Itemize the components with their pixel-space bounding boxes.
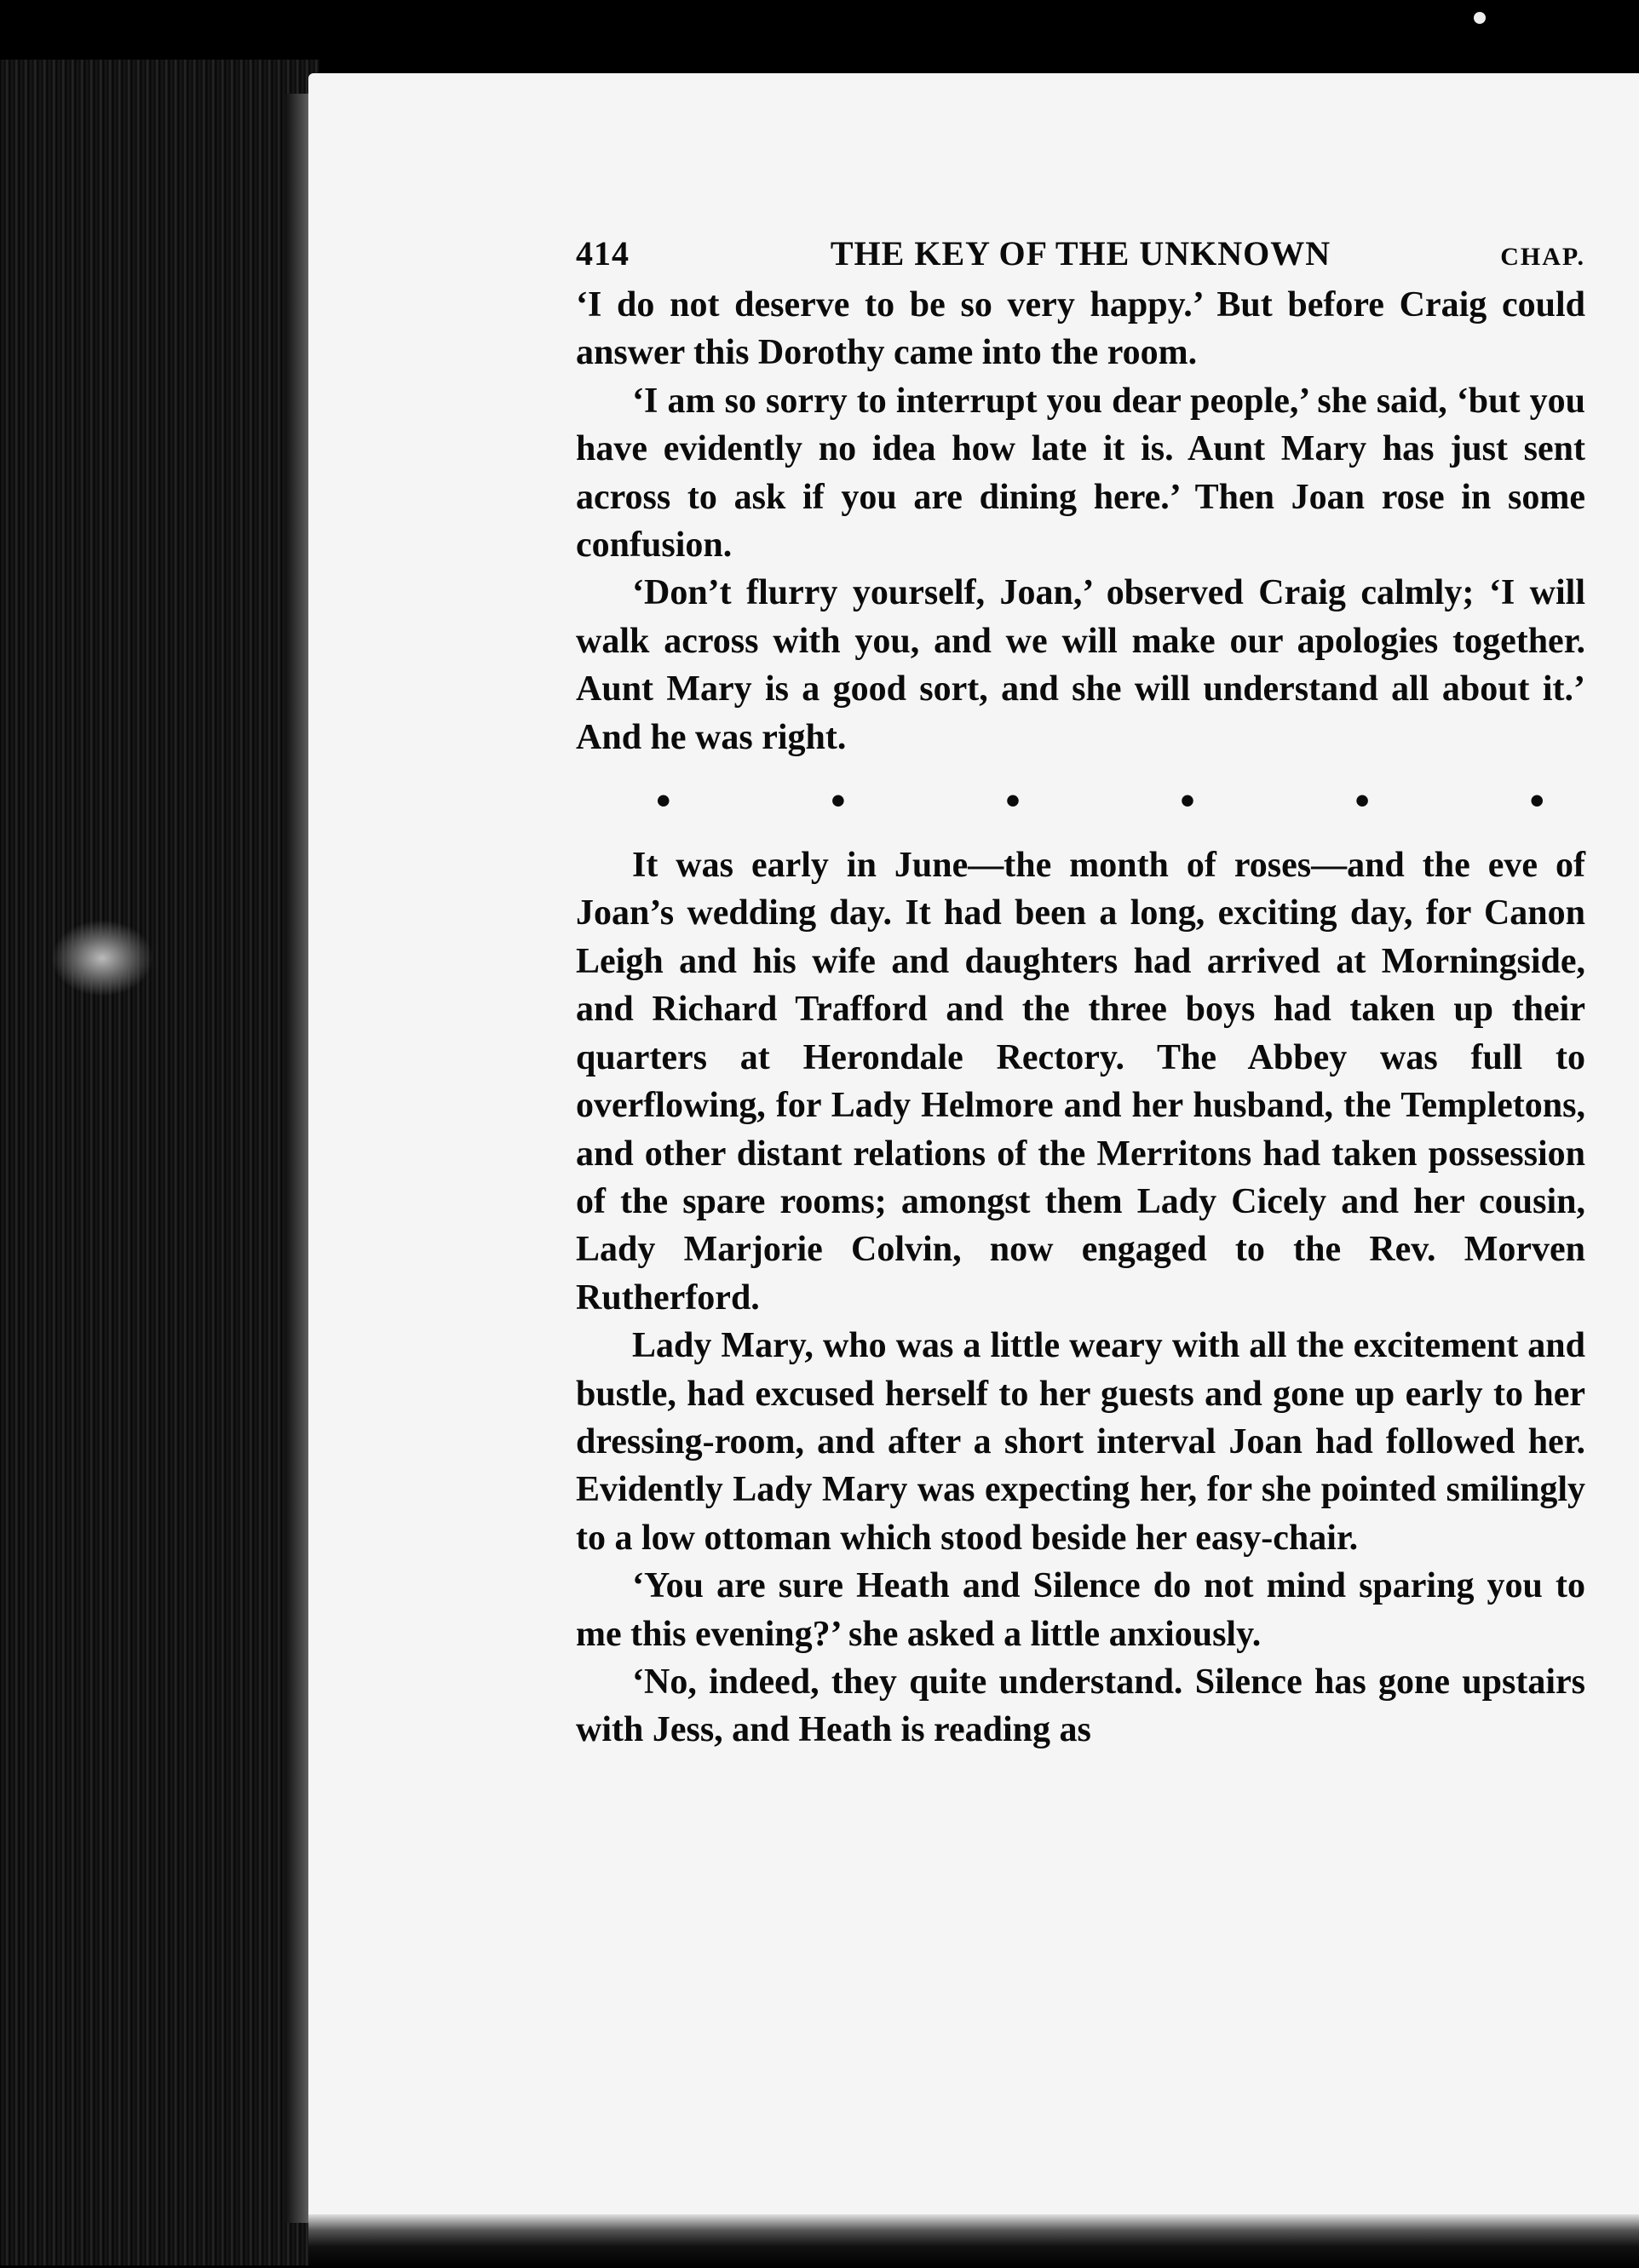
- edge-blemish: [51, 920, 153, 996]
- section-break-dot: •: [831, 777, 846, 825]
- chapter-abbrev: CHAP.: [1500, 243, 1585, 271]
- paragraph: ‘I do not deserve to be so very happy.’ But before Craig could answer this Dorothy came into the room.: [576, 285, 1585, 373]
- section-break-dot: •: [656, 777, 671, 825]
- section-break-dot: •: [1180, 777, 1195, 825]
- paragraph: Lady Mary, who was a little weary with all the excitement and bustle, had excused herself to her guests and gone up early to her dressing-room, and after a short interval Joan had followed her. Evidently Lady Mary was expecting her, for she pointed smilingly to a low ottoman which stood beside her easy-chair.: [576, 1326, 1585, 1558]
- book-page-edges: [0, 60, 319, 2265]
- section-break-dot: •: [1354, 777, 1370, 825]
- paragraph: It was early in June—the month of roses—and the eve of Joan’s wedding day. It had been a long, exciting day, for Canon Leigh and his wife and daughters had arrived at Morningside, and Richard Trafford and the three boys had taken up their quarters at Herondale Rectory. The Abbey was full to overflowing, for Lady Helmore and her husband, the Templetons, and other distant relations of the Merritons had taken possession of the spare rooms; amongst them Lady Cicely and her cousin, Lady Marjorie Colvin, now engaged to the Rev. Morven Rutherford.: [576, 846, 1585, 1318]
- page-number: 414: [576, 234, 630, 273]
- running-header: [576, 230, 1585, 281]
- section-break: [576, 773, 1585, 828]
- page-bottom-shadow: [308, 2214, 1639, 2268]
- paragraph: ‘Don’t flurry yourself, Joan,’ observed Craig calmly; ‘I will walk across with you, and we will make our apologies together. Aunt Mary is a good sort, and she will understand all about it.’ And he was right.: [576, 573, 1585, 757]
- paragraph: ‘No, indeed, they quite understand. Silence has gone upstairs with Jess, and Heath is reading as: [576, 1662, 1585, 1750]
- running-title: THE KEY OF THE UNKNOWN: [830, 234, 1331, 273]
- section-break-dot: •: [1005, 777, 1021, 825]
- section-break-dot: •: [1529, 777, 1544, 825]
- dust-speck: [1474, 12, 1486, 24]
- paragraph: ‘I am so sorry to interrupt you dear people,’ she said, ‘but you have evidently no idea how late it is. Aunt Mary has just sent across to ask if you are dining here.’ Then Joan rose in some confusion.: [576, 381, 1585, 566]
- paragraph: ‘You are sure Heath and Silence do not mind sparing you to me this evening?’ she asked a little anxiously.: [576, 1566, 1585, 1654]
- page-content: [576, 230, 1585, 1754]
